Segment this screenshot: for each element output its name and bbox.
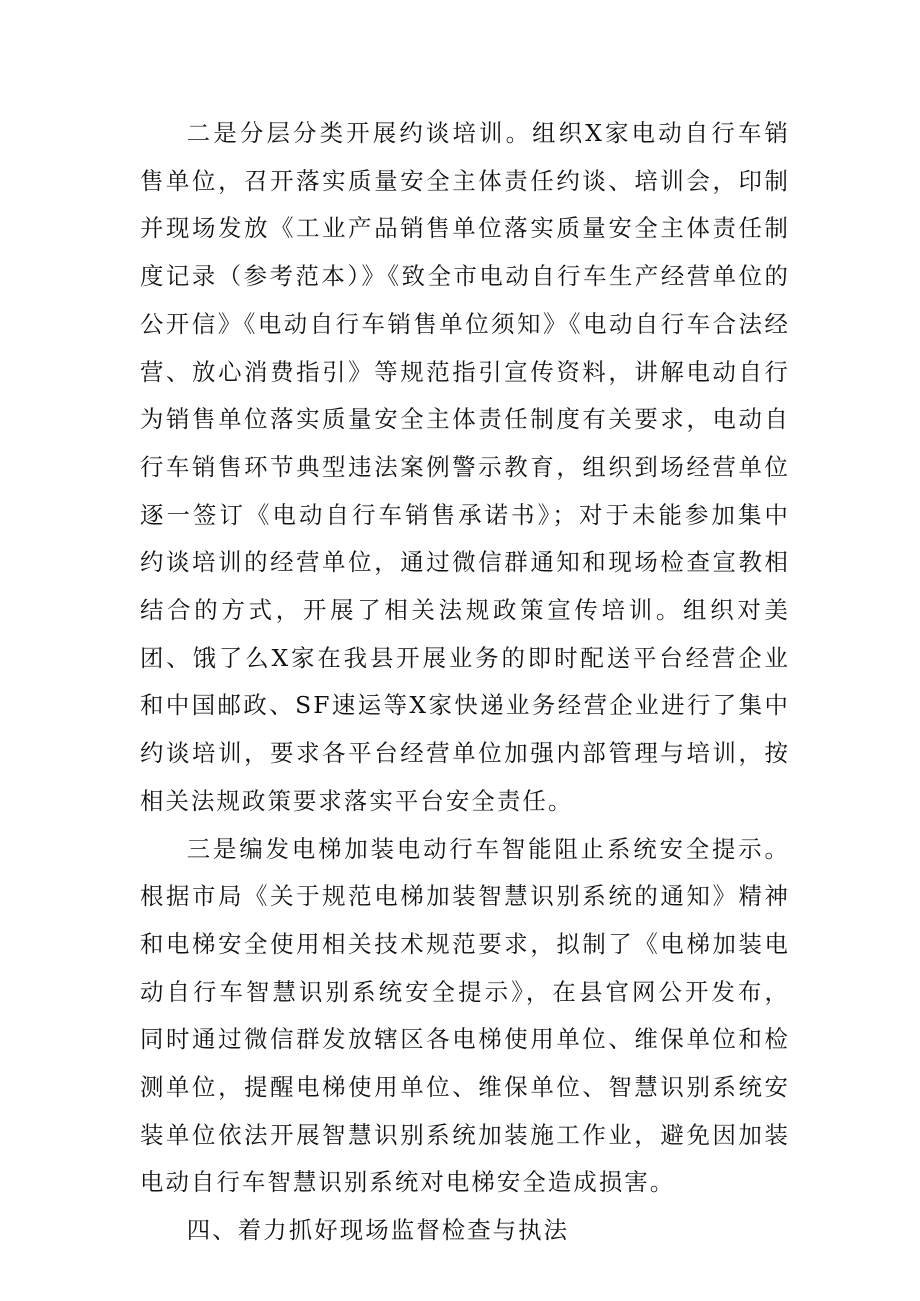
paragraph-training: 二是分层分类开展约谈培训。组织X家电动自行车销售单位，召开落实质量安全主体责任约谈、培训会，印制并现场发放《工业产品销售单位落实质量安全主体责任制度记录（参考范本）》《致全市电动自行车生产经营单位的公开信》《电动自行车销售单位须知》《电动自行车合法经营、放心消费指引》等规范指引宣传资料，讲解电动自行为销售单位落实质量安全主体责任制度有关要求，电动自行车销售环节典型违法案例警示教育，组织到场经营单位逐一签订《电动自行车销售承诺书》；对于未能参加集中约谈培训的经营单位，通过微信群通知和现场检查宣教相结合的方式，开展了相关法规政策宣传培训。组织对美团、饿了么X家在我县开展业务的即时配送平台经营企业和中国邮政、SF速运等X家快递业务经营企业进行了集中约谈培训，要求各平台经营单位加强内部管理与培训，按相关法规政策要求落实平台安全责任。: [140, 119, 790, 815]
paragraph-elevator-safety: 三是编发电梯加装电动行车智能阻止系统安全提示。根据市局《关于规范电梯加装智慧识别系统的通知》精神和电梯安全使用相关技术规范要求，拟制了《电梯加装电动自行车智慧识别系统安全提示》，在县官网公开发布，同时通过微信群发放辖区各电梯使用单位、维保单位和检测单位，提醒电梯使用单位、维保单位、智慧识别系统安装单位依法开展智慧识别系统加装施工作业，避免因加装电动自行车智慧识别系统对电梯安全造成损害。: [140, 834, 790, 1197]
section-heading: 四、着力抓好现场监督检查与执法: [186, 1216, 570, 1245]
document-body: [140, 110, 790, 1255]
